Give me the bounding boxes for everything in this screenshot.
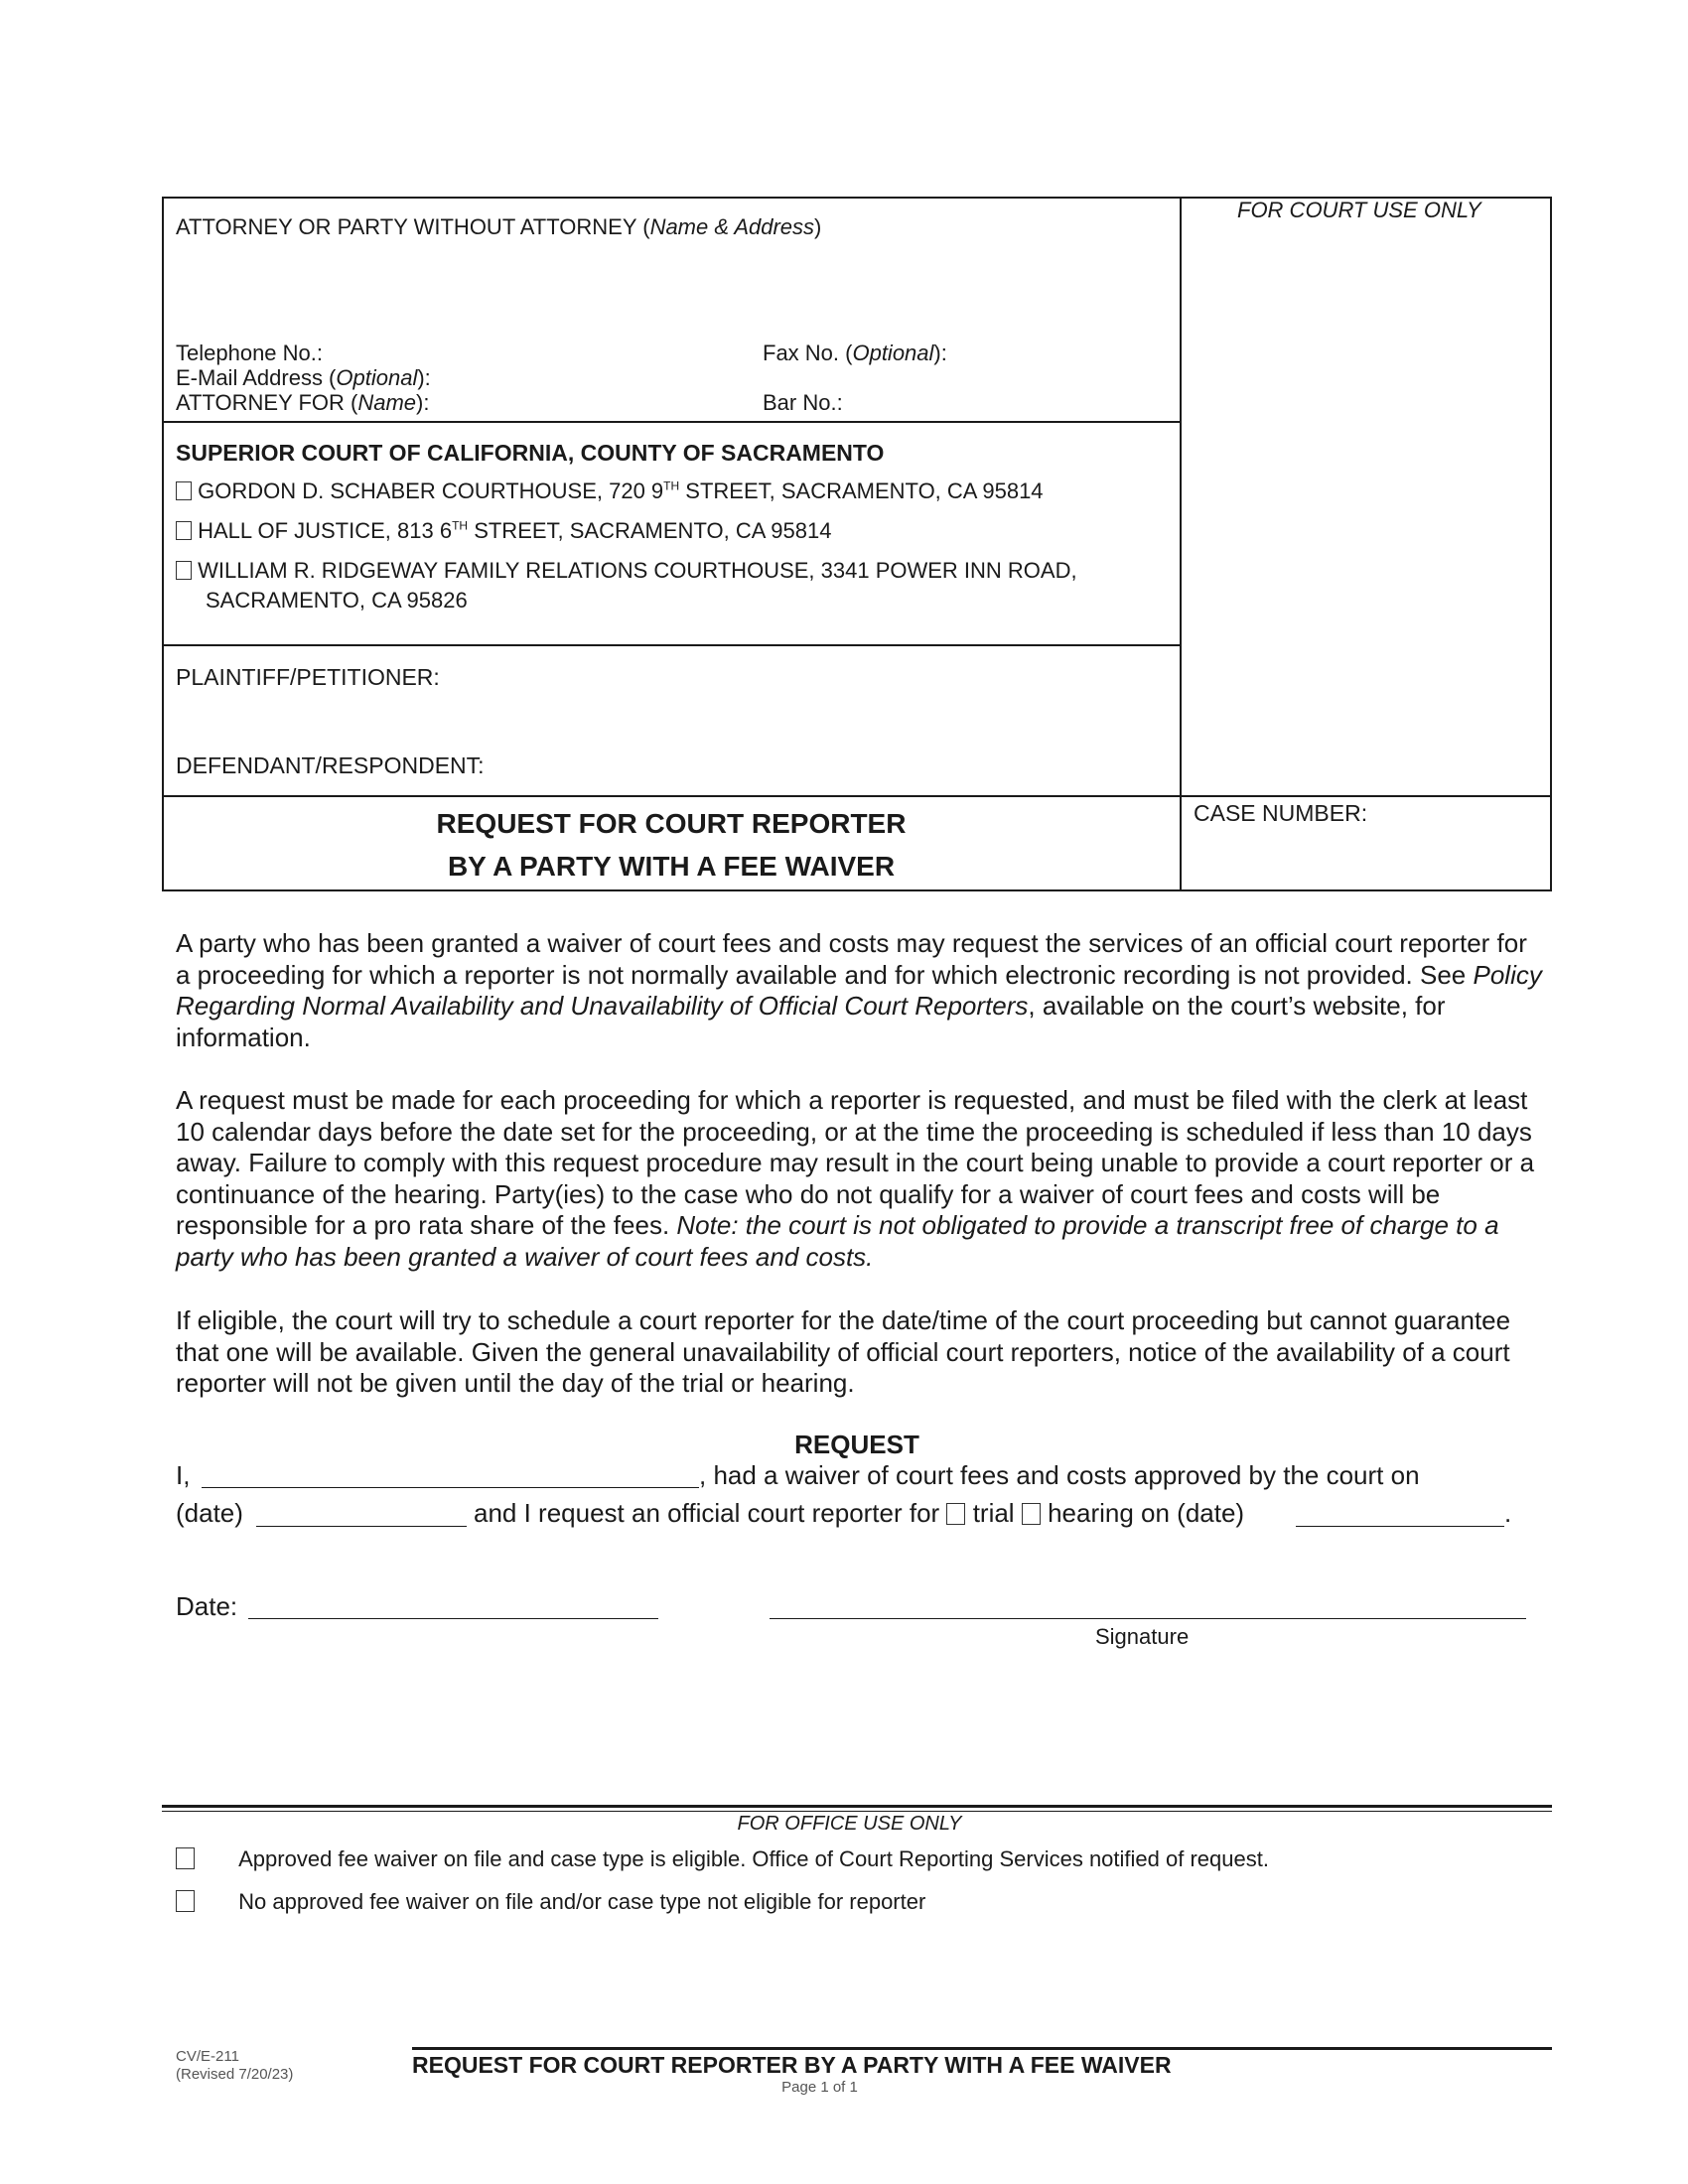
court-title: SUPERIOR COURT OF CALIFORNIA, COUNTY OF SACRAMENTO [176,440,885,466]
checkbox[interactable] [176,561,192,580]
form-title-line1: REQUEST FOR COURT REPORTER [436,808,907,839]
caption-right-border [1550,197,1552,891]
request-heading: REQUEST [794,1430,919,1459]
office-rule-thin [162,1811,1552,1812]
checkbox[interactable] [176,481,192,500]
office-rule-thick [162,1805,1552,1808]
form-title-line2: BY A PARTY WITH A FEE WAIVER [447,851,896,882]
name-blank[interactable] [202,1487,699,1488]
approval-date-label: (date) [176,1498,243,1528]
courthouse-option-schaber[interactable]: GORDON D. SCHABER COURTHOUSE, 720 9TH STREET, SACRAMENTO, CA 95814 [176,478,1044,504]
paragraph-eligibility: If eligible, the court will try to schedule a court reporter for the date/time of the court proceeding but cannot guarantee that one will be available. Given the general unavailability of official court reporters, notice of the availability of a court reporter will not be given until the day of the trial or hearing. [176,1305,1511,1398]
divider-attorney-court [162,421,1181,423]
courthouse-option-ridgeway-line2: SACRAMENTO, CA 95826 [206,588,468,613]
date-label: Date: [176,1591,238,1621]
date-blank[interactable] [248,1618,658,1619]
telephone-field[interactable]: Telephone No.: [176,341,323,365]
waiver-text: , had a waiver of court fees and costs approved by the court on [699,1460,1420,1490]
email-field[interactable]: E-Mail Address (Optional): [176,365,431,390]
checkbox[interactable] [176,1890,195,1912]
hearing-date-blank[interactable] [1296,1526,1504,1527]
page-number: Page 1 of 1 [781,2079,858,2096]
trial-checkbox[interactable] [946,1503,965,1525]
i-label: I, [176,1460,191,1490]
signature-label: Signature [1095,1624,1190,1649]
office-option-approved[interactable]: Approved fee waiver on file and case type is eligible. Office of Court Reporting Services notified of request. [176,1846,1269,1872]
footer-title: REQUEST FOR COURT REPORTER BY A PARTY WITH A FEE WAIVER [412,2052,1172,2078]
office-use-heading: FOR OFFICE USE ONLY [737,1813,962,1835]
attorney-label: ATTORNEY OR PARTY WITHOUT ATTORNEY (Name & Address) [176,214,822,239]
paragraph-intro: A party who has been granted a waiver of court fees and costs may request the services of an official court reporter for a proceeding for which a reporter is not normally available and for which electronic recording is not provided. See Policy Regarding Normal Availability and Unavailability of Official Court Reporters, available on the court’s website, for information. [176,928,1542,1052]
checkbox[interactable] [176,521,192,540]
case-number-field[interactable]: CASE NUMBER: [1194,800,1368,826]
court-use-label: FOR COURT USE ONLY [1237,198,1481,222]
request-period: . [1504,1498,1512,1528]
caption-divider-vertical [1180,197,1182,891]
caption-left-border [162,197,164,891]
divider-parties-title [162,795,1552,797]
hearing-checkbox[interactable] [1022,1503,1041,1525]
approval-date-blank[interactable] [256,1526,467,1527]
divider-court-parties [162,644,1181,646]
courthouse-option-hall-of-justice[interactable]: HALL OF JUSTICE, 813 6TH STREET, SACRAMENTO, CA 95814 [176,518,831,544]
caption-bottom-border [162,889,1552,891]
courthouse-option-ridgeway[interactable]: WILLIAM R. RIDGEWAY FAMILY RELATIONS COURTHOUSE, 3341 POWER INN ROAD, [176,558,1077,584]
attorney-for-field[interactable]: ATTORNEY FOR (Name): [176,390,430,415]
plaintiff-field[interactable]: PLAINTIFF/PETITIONER: [176,664,440,690]
fax-field[interactable]: Fax No. (Optional): [763,341,947,365]
checkbox[interactable] [176,1847,195,1869]
footer-rule [412,2047,1552,2050]
paragraph-procedure: A request must be made for each proceeding for which a reporter is requested, and must be filed with the clerk at least 10 calendar days before the date set for the proceeding, or at the time the proceeding is scheduled if less than 10 days away. Failure to comply with this request procedure may result in the court being unable to provide a court reporter or a continuance of the hearing. Party(ies) to the case who do not qualify for a waiver of court fees and costs will be responsible for a pro rata share of the fees. Note: the court is not obligated to provide a transcript free of charge to a party who has been granted a waiver of court fees and costs. [176,1085,1535,1272]
revised-date: (Revised 7/20/23) [176,2066,294,2083]
bar-number-field[interactable]: Bar No.: [763,390,843,415]
request-text: and I request an official court reporter for trial hearing on (date) [474,1498,1245,1528]
defendant-field[interactable]: DEFENDANT/RESPONDENT: [176,752,485,778]
office-option-not-approved[interactable]: No approved fee waiver on file and/or case type not eligible for reporter [176,1889,925,1915]
signature-line[interactable] [770,1618,1526,1619]
form-id: CV/E-211 [176,2048,239,2065]
